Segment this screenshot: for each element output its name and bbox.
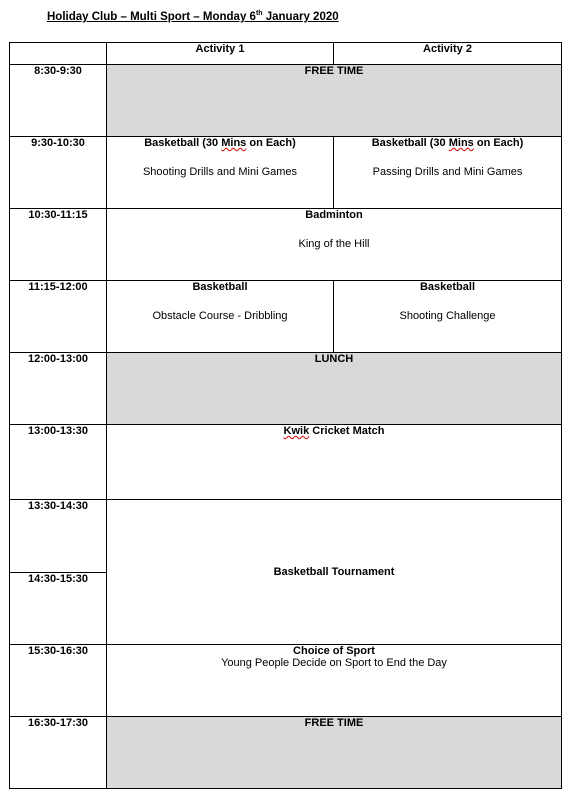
table-row bbox=[10, 65, 562, 137]
activity-1-cell bbox=[107, 137, 334, 209]
table-row bbox=[10, 717, 562, 789]
table-row bbox=[10, 281, 562, 353]
activity-detail: Passing Drills and Mini Games bbox=[372, 166, 523, 178]
activity-detail: Shooting Challenge bbox=[399, 310, 496, 322]
title-text-end: January 2020 bbox=[262, 10, 339, 23]
activity-1-cell bbox=[107, 281, 334, 353]
time-cell: 14:30-15:30 bbox=[10, 573, 107, 645]
activity-cell bbox=[107, 645, 562, 717]
activity-title-text: Basketball (30 bbox=[144, 137, 222, 149]
activity-cell bbox=[107, 425, 562, 500]
spacer bbox=[107, 149, 333, 166]
title-ordinal: th bbox=[255, 10, 263, 17]
schedule-table bbox=[9, 42, 562, 789]
time-cell: 13:00-13:30 bbox=[10, 425, 107, 500]
spellcheck-word: Mins bbox=[221, 137, 247, 149]
spacer bbox=[107, 293, 333, 310]
activity-detail: King of the Hill bbox=[298, 238, 370, 250]
activity-title-text: Cricket Match bbox=[309, 425, 385, 437]
header-row bbox=[10, 43, 562, 65]
table-row bbox=[10, 425, 562, 500]
activity-title: Badminton bbox=[305, 209, 363, 221]
table-row bbox=[10, 353, 562, 425]
title-text: Holiday Club – Multi Sport – Monday 6 bbox=[47, 10, 256, 23]
time-cell: 12:00-13:00 bbox=[10, 353, 107, 425]
activity-title-text-end: on Each) bbox=[246, 137, 296, 149]
time-cell: 11:15-12:00 bbox=[10, 281, 107, 353]
activity-title: Basketball bbox=[419, 281, 476, 293]
spacer bbox=[334, 293, 561, 310]
time-cell: 15:30-16:30 bbox=[10, 645, 107, 717]
table-row bbox=[10, 137, 562, 209]
activity-title: Choice of Sport bbox=[293, 645, 375, 657]
activity-2-cell bbox=[334, 281, 562, 353]
header-activity-2: Activity 2 bbox=[334, 43, 562, 65]
free-time-cell: FREE TIME bbox=[107, 65, 562, 137]
activity-cell bbox=[107, 209, 562, 281]
time-cell: 13:30-14:30 bbox=[10, 500, 107, 573]
time-cell: 10:30-11:15 bbox=[10, 209, 107, 281]
spellcheck-word: Kwik bbox=[283, 425, 310, 437]
activity-detail: Shooting Drills and Mini Games bbox=[142, 166, 298, 178]
activity-title-text-end: on Each) bbox=[473, 137, 524, 149]
table-row bbox=[10, 645, 562, 717]
activity-title bbox=[334, 137, 561, 149]
table-row bbox=[10, 209, 562, 281]
spellcheck-word: Mins bbox=[448, 137, 474, 149]
page-title bbox=[47, 10, 339, 23]
lunch-cell: LUNCH bbox=[107, 353, 562, 425]
activity-detail: Young People Decide on Sport to End the Day bbox=[221, 657, 447, 669]
spacer bbox=[334, 149, 561, 166]
activity-detail: Obstacle Course - Dribbling bbox=[152, 310, 288, 322]
header-activity-1: Activity 1 bbox=[107, 43, 334, 65]
time-cell: 16:30-17:30 bbox=[10, 717, 107, 789]
time-cell: 8:30-9:30 bbox=[10, 65, 107, 137]
free-time-cell: FREE TIME bbox=[107, 717, 562, 789]
table-row bbox=[10, 500, 562, 573]
activity-title: Basketball bbox=[192, 281, 248, 293]
time-cell: 9:30-10:30 bbox=[10, 137, 107, 209]
activity-title-text: Basketball (30 bbox=[371, 137, 449, 149]
header-blank-cell bbox=[10, 43, 107, 65]
spacer bbox=[107, 221, 561, 238]
activity-2-cell bbox=[334, 137, 562, 209]
tournament-cell: Basketball Tournament bbox=[107, 500, 562, 645]
activity-title bbox=[107, 137, 333, 149]
